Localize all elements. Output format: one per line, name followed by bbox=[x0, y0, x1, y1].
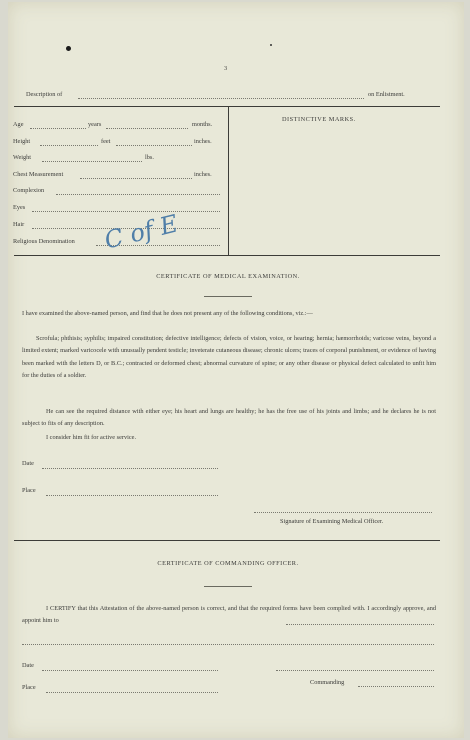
complexion-label: Complexion bbox=[13, 187, 45, 194]
description-label: Description of bbox=[26, 91, 63, 98]
section-divider bbox=[14, 540, 440, 541]
lbs-label: lbs. bbox=[145, 154, 154, 161]
age-label: Age bbox=[13, 121, 24, 128]
medical-title-rule bbox=[204, 296, 252, 297]
chest-line bbox=[80, 178, 192, 179]
religion-label: Religious Denomination bbox=[13, 238, 75, 245]
commanding-certificate-title: CERTIFICATE OF COMMANDING OFFICER. bbox=[157, 560, 299, 567]
medical-date-label: Date bbox=[22, 460, 34, 467]
medical-signature-label: Signature of Examining Medical Officer. bbox=[280, 518, 384, 525]
height-inches-line bbox=[116, 145, 192, 146]
age-years-line bbox=[30, 128, 86, 129]
medical-signature-line bbox=[254, 512, 432, 513]
inches-label: inches. bbox=[194, 138, 212, 145]
top-table-border bbox=[14, 106, 440, 107]
commanding-date-line bbox=[42, 670, 218, 671]
commanding-label: Commanding bbox=[310, 679, 345, 686]
chest-inches-label: inches. bbox=[194, 171, 212, 178]
bottom-table-border bbox=[14, 255, 440, 256]
ink-blot-mark bbox=[66, 46, 71, 51]
weight-line bbox=[42, 161, 142, 162]
commanding-name-line bbox=[358, 686, 434, 687]
appoint-line bbox=[286, 624, 434, 625]
height-label: Height bbox=[13, 138, 31, 145]
medical-sight-text: He can see the required distance with either eye; his heart and lungs are healthy; he has the free use of his joints and limbs; and he declares he is not subject to fits of any description. bbox=[22, 408, 436, 428]
medical-certificate-title: CERTIFICATE OF MEDICAL EXAMINATION. bbox=[156, 273, 300, 280]
description-line bbox=[78, 98, 364, 99]
height-feet-line bbox=[40, 145, 98, 146]
age-months-line bbox=[106, 128, 188, 129]
eyes-line bbox=[32, 211, 220, 212]
medical-intro-text: I have examined the above-named person, and find that he does not present any of the following conditions, viz.:— bbox=[22, 310, 313, 317]
ink-dot-mark bbox=[270, 44, 272, 46]
years-label: years bbox=[88, 121, 102, 128]
medical-place-label: Place bbox=[22, 487, 36, 494]
months-label: months. bbox=[192, 121, 213, 128]
page-number: 3 bbox=[224, 65, 228, 72]
complexion-line bbox=[56, 194, 220, 195]
commanding-officer-line bbox=[276, 670, 434, 671]
weight-label: Weight bbox=[13, 154, 32, 161]
commanding-place-line bbox=[46, 692, 218, 693]
commanding-place-label: Place bbox=[22, 684, 36, 691]
medical-conditions-text: Scrofula; phthisis; syphilis; impaired constitution; defective intelligence; defects of vision, voice, or hearing; hernia; hæmorrhoids; varicose veins, beyond a limited extent; marked varicocele with unusually pendent testicle; inveterate cutaneous disease; chronic ulcers; traces of corporal punishment, or evidence of having been marked with the letters D, or B.C.; contracted or deformed chest; abnormal curvature of spine; or any other disease or physical defect calculated to unfit him for the duties of a soldier. bbox=[22, 335, 436, 379]
commanding-body-text: I CERTIFY that this Attestation of the above-named person is correct, and that the required forms have been complied with. I accordingly approve, and appoint him to bbox=[22, 605, 436, 625]
feet-label: feet bbox=[101, 138, 111, 145]
attestation-form-page bbox=[8, 2, 464, 738]
commanding-date-label: Date bbox=[22, 662, 34, 669]
handwritten-religion: C of E bbox=[101, 209, 181, 255]
hair-label: Hair bbox=[13, 221, 25, 228]
table-column-divider bbox=[228, 106, 229, 255]
distinctive-marks-heading: DISTINCTIVE MARKS. bbox=[282, 116, 356, 123]
appoint-second-line bbox=[22, 644, 434, 645]
on-enlistment-label: on Enlistment. bbox=[368, 91, 405, 98]
eyes-label: Eyes bbox=[13, 204, 26, 211]
medical-date-line bbox=[42, 468, 218, 469]
chest-label: Chest Measurement bbox=[13, 171, 64, 178]
medical-place-line bbox=[46, 495, 218, 496]
commanding-title-rule bbox=[204, 586, 252, 587]
fit-for-service-text: I consider him fit for active service. bbox=[46, 434, 137, 441]
